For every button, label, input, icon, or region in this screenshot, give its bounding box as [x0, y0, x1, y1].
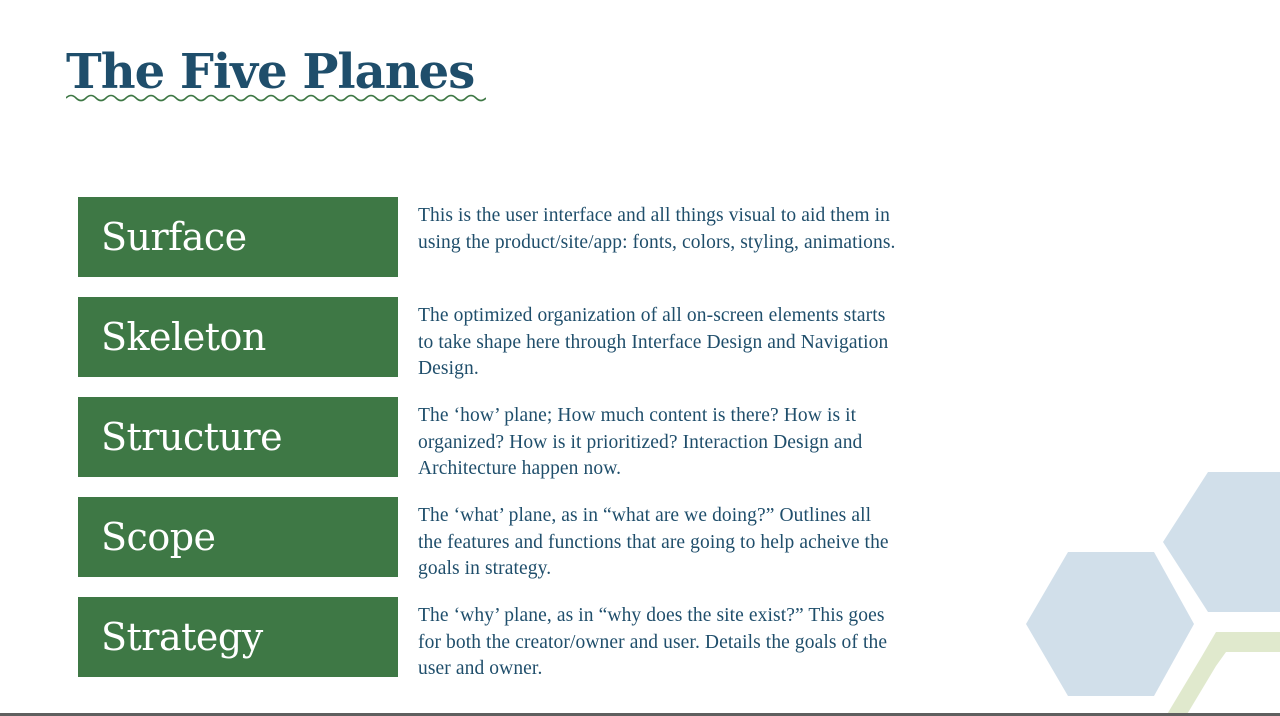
plane-label-structure: Structure	[78, 397, 398, 477]
plane-label-scope: Scope	[78, 497, 398, 577]
hexagon-shape	[1026, 552, 1194, 696]
title-underline-wave	[66, 92, 486, 104]
decorative-hexagons	[1020, 470, 1280, 716]
hexagon-shape	[1163, 472, 1280, 612]
plane-description-surface: This is the user interface and all things visual to aid them in using the product/site/app: fonts, colors, styling, animations.	[418, 205, 896, 253]
plane-description-skeleton: The optimized organization of all on-screen elements starts to take shape here through Interface Design and Navigation Design.	[418, 305, 889, 379]
plane-row-strategy	[78, 597, 898, 677]
plane-row-skeleton	[78, 297, 898, 377]
plane-row-structure	[78, 397, 898, 477]
plane-description-structure: The ‘how’ plane; How much content is there? How is it organized? How is it prioritized? Interaction Design and Architecture happen now.	[418, 405, 863, 479]
plane-label-strategy: Strategy	[78, 597, 398, 677]
plane-row-surface	[78, 197, 898, 277]
plane-row-scope	[78, 497, 898, 577]
plane-description-strategy: The ‘why’ plane, as in “why does the site exist?” This goes for both the creator/owner and user. Details the goals of the user and owner.	[418, 605, 888, 679]
plane-description-scope: The ‘what’ plane, as in “what are we doing?” Outlines all the features and functions that are going to help acheive the goals in strategy.	[418, 505, 889, 579]
plane-label-skeleton: Skeleton	[78, 297, 398, 377]
slide-title: The Five Planes	[66, 44, 475, 100]
plane-label-surface: Surface	[78, 197, 398, 277]
